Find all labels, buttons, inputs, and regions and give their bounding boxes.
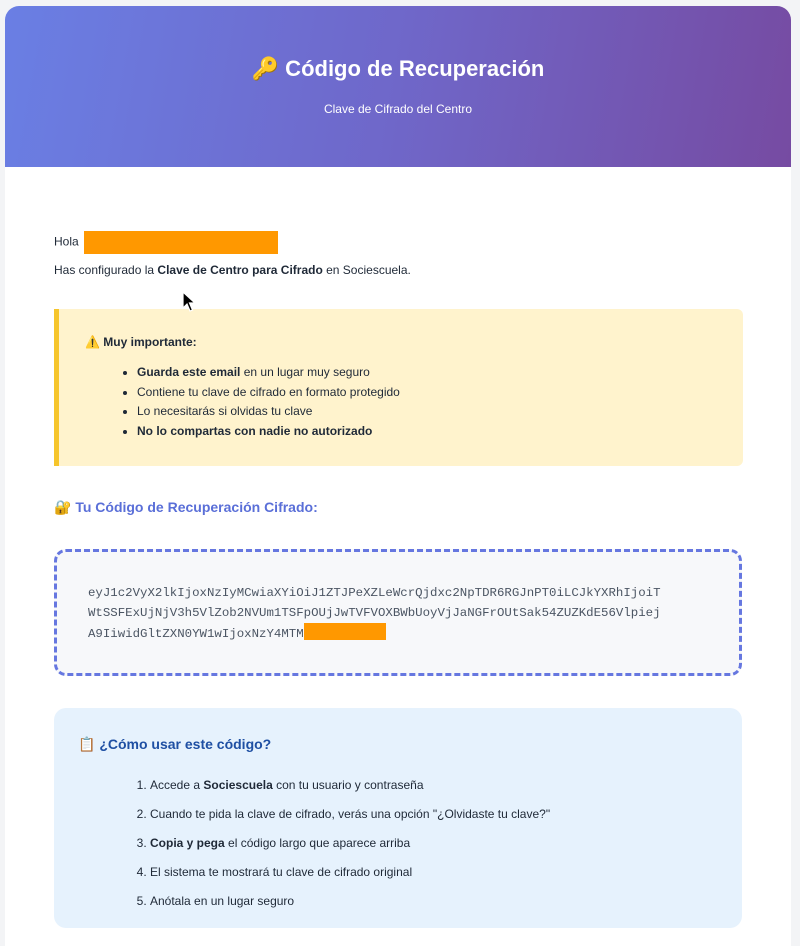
step-text: El sistema te mostrará tu clave de cifrado original: [150, 865, 413, 879]
email-card: [5, 6, 791, 946]
warning-item-bold: No lo compartas con nadie no autorizado: [137, 423, 373, 438]
howto-title: 📋 ¿Cómo usar este código?: [78, 736, 272, 752]
code-line: A9IiwidGltZXN0YW1wIjoxNzY4MTM: [88, 627, 304, 641]
howto-step: [150, 771, 742, 800]
step-text: Cuando te pida la clave de cifrado, verás una opción "¿Olvidaste tu clave?": [150, 807, 551, 821]
recovery-code-heading: 🔐 Tu Código de Recuperación Cifrado:: [54, 499, 318, 515]
code-line: WtSSFExUjNjV3h5VlZob2NVUm1TSFpOUjJwTVFVOXBWbUoyVjJaNGFrOUtSak54ZUZKdE56Vlpiej: [88, 606, 661, 620]
step-text: con tu usuario y contraseña: [272, 778, 424, 792]
howto-step: [150, 829, 742, 858]
howto-box: [54, 708, 742, 928]
redacted-name: [84, 231, 278, 254]
warning-item: [137, 402, 743, 422]
greeting-line: [54, 231, 278, 254]
warning-box: [54, 309, 743, 466]
warning-item-text: Lo necesitarás si olvidas tu clave: [137, 404, 313, 418]
warning-item-bold: Guarda este email: [137, 365, 241, 379]
warning-list: [85, 363, 743, 441]
email-title: 🔑 Código de Recuperación: [251, 56, 545, 81]
step-bold: Copia y pega: [150, 836, 225, 850]
step-bold: Sociescuela: [203, 778, 273, 792]
greeting-text: Hola: [54, 234, 79, 249]
step-text: Anótala en un lugar seguro: [150, 894, 295, 908]
recovery-code-box[interactable]: [54, 549, 742, 676]
email-header: [5, 6, 791, 167]
warning-item: [137, 422, 743, 442]
intro-suffix: en Sociescuela.: [322, 263, 411, 277]
howto-step: [150, 858, 742, 887]
mouse-cursor-icon: [182, 291, 196, 313]
warning-title: ⚠️ Muy importante:: [85, 335, 197, 349]
recovery-code[interactable]: [88, 583, 739, 644]
email-subtitle: Clave de Cifrado del Centro: [323, 102, 473, 116]
warning-item: [137, 363, 743, 383]
intro-bold: Clave de Centro para Cifrado: [157, 263, 323, 277]
code-line: eyJ1c2VyX2lkIjoxNzIyMCwiaXYiOiJ1ZTJPeXZLeWcrQjdxc2NpTDR6RGJnPT0iLCJkYXRhIjoiT: [88, 586, 661, 600]
redacted-code-tail: [304, 623, 386, 640]
step-text: Accede a: [150, 778, 204, 792]
warning-item: [137, 383, 743, 403]
intro-prefix: Has configurado la: [54, 263, 158, 277]
howto-step: [150, 887, 742, 916]
step-text: el código largo que aparece arriba: [224, 836, 411, 850]
warning-item-text: en un lugar muy seguro: [240, 365, 370, 379]
howto-step: [150, 800, 742, 829]
intro-paragraph: [54, 262, 411, 278]
howto-steps: [78, 771, 742, 916]
warning-item-text: Contiene tu clave de cifrado en formato protegido: [137, 384, 400, 399]
